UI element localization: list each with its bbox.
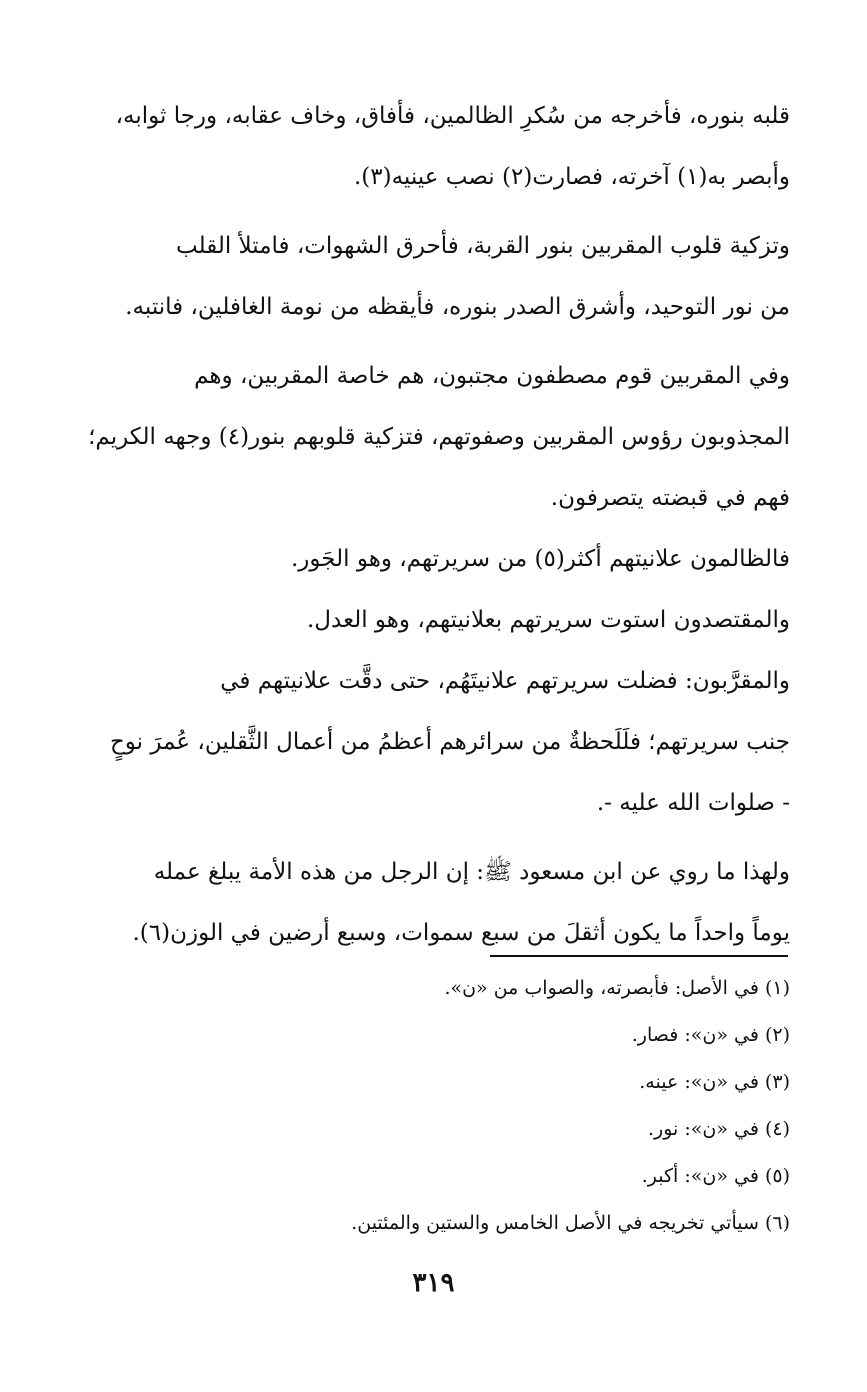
- paragraph-1: قلبه بنوره، فأخرجه من سُكرِ الظالمين، فأفاق، وخاف عقابه، ورجا ثوابه، وأبصر به(١) آخرته، فصارت(٢) نصب عينيه(٣).: [115, 103, 790, 190]
- footnote-5: (٥) في «ن»: أكبر.: [641, 1165, 790, 1187]
- paragraph-7: ولهذا ما روي عن ابن مسعود ﷺ: إن الرجل من هذه الأمة يبلغ عمله يوماً واحداً ما يكون أثقلَ من سبع سموات، وسبع أرضين في الوزن(٦).: [132, 859, 790, 946]
- footnotes-list: [78, 965, 790, 1247]
- page-number: ٣١٩: [412, 1268, 455, 1298]
- main-text: [78, 86, 790, 964]
- paragraph-6: والمقرَّبون: فضلت سريرتهم علانيتَهُم، حتى دقَّت علانيتهم في جنب سريرتهم؛ فلَلَحظةٌ من سرائرهم أعظمُ من أعمال الثَّقلين، عُمرَ نوحٍ - صلوات الله عليه -.: [109, 668, 790, 816]
- paragraph-2: وتزكية قلوب المقربين بنور القربة، فأحرق الشهوات، فامتلأ القلب من نور التوحيد، وأشرق الصدر بنوره، فأيقظه من نومة الغافلين، فانتبه.: [125, 233, 790, 320]
- footnote-4: (٤) في «ن»: نور.: [647, 1118, 790, 1140]
- footnote-1: (١) في الأصل: فأبصرته، والصواب من «ن».: [444, 977, 790, 999]
- footnote-6: (٦) سيأتي تخريجه في الأصل الخامس والستين والمئتين.: [351, 1212, 790, 1234]
- footnote-divider: [490, 955, 788, 957]
- footnote-3: (٣) في «ن»: عينه.: [639, 1071, 790, 1093]
- paragraph-4: فالظالمون علانيتهم أكثر(٥) من سريرتهم، وهو الجَور.: [290, 546, 790, 572]
- paragraph-3: وفي المقربين قوم مصطفون مجتبون، هم خاصة المقربين، وهم المجذوبون رؤوس المقربين وصفوتهم، فتزكية قلوبهم بنور(٤) وجهه الكريم؛ فهم في قبضته يتصرفون.: [88, 363, 790, 511]
- footnote-2: (٢) في «ن»: فصار.: [631, 1024, 790, 1046]
- paragraph-5: والمقتصدون استوت سريرتهم بعلانيتهم، وهو العدل.: [307, 607, 790, 633]
